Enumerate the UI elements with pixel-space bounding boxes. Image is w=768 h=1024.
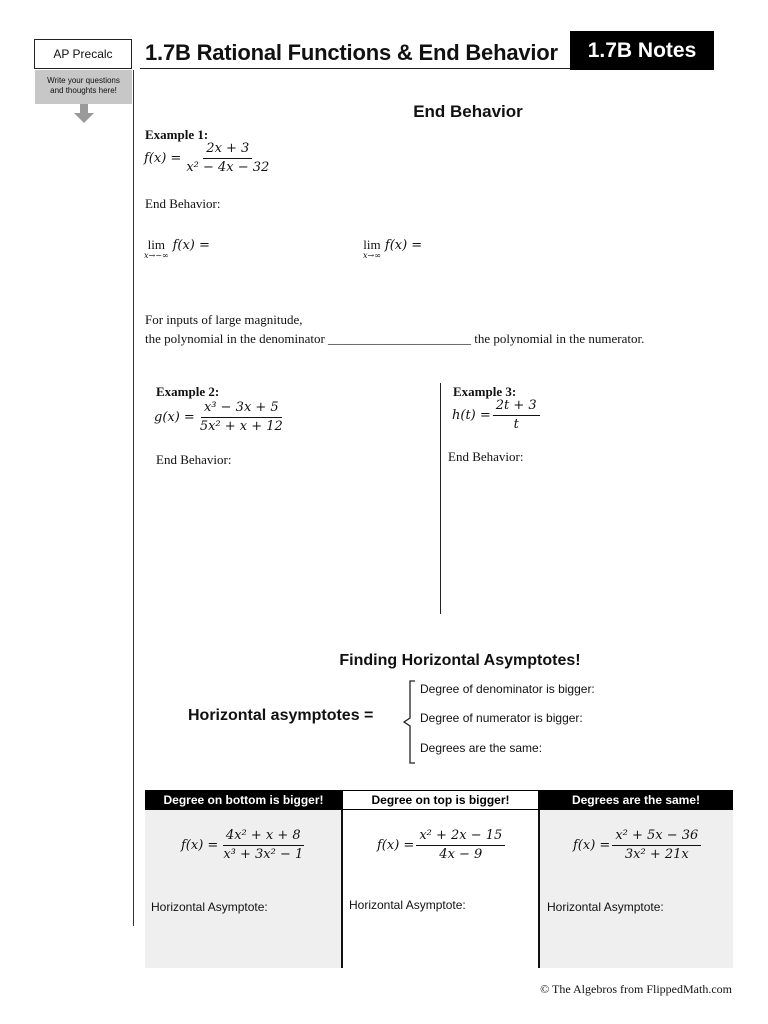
horizontal-asymptotes-heading: Finding Horizontal Asymptotes! bbox=[339, 652, 581, 669]
limit-left-word: lim bbox=[147, 237, 165, 252]
example3-numerator: 2t + 3 bbox=[493, 398, 540, 416]
brace-icon bbox=[400, 680, 416, 764]
example1-fn-name: f(x) = bbox=[144, 151, 182, 166]
table-ha-label-1: Horizontal Asymptote: bbox=[151, 900, 268, 914]
table-fn-2-name: f(x) = bbox=[377, 838, 415, 853]
table-ha-label-3: Horizontal Asymptote: bbox=[547, 900, 664, 914]
example3-fn-name: h(t) = bbox=[452, 408, 491, 423]
table-fn-1-numerator: 4x² + x + 8 bbox=[223, 828, 304, 846]
statement-line1: For inputs of large magnitude, bbox=[145, 312, 303, 327]
example2-fn-name: g(x) = bbox=[154, 410, 195, 425]
table-fn-2-denominator: 4x − 9 bbox=[439, 847, 483, 862]
table-ha-label-2: Horizontal Asymptote: bbox=[349, 898, 466, 912]
example2-denominator: 5x² + x + 12 bbox=[199, 419, 283, 434]
margin-divider bbox=[133, 70, 134, 926]
example2-function bbox=[154, 400, 288, 435]
end-behavior-heading: End Behavior bbox=[413, 102, 523, 121]
limit-left-expr: f(x) = bbox=[172, 238, 210, 253]
table-fn-1-name: f(x) = bbox=[181, 838, 219, 853]
table-fn-2-numerator: x² + 2x − 15 bbox=[416, 828, 505, 846]
example1-denominator: x² − 4x − 32 bbox=[186, 160, 270, 175]
table-header-same: Degrees are the same! bbox=[539, 790, 733, 810]
example2-end-behavior-label: End Behavior: bbox=[156, 452, 232, 467]
title-underline bbox=[140, 68, 572, 69]
limit-right bbox=[363, 238, 422, 260]
case-numerator-bigger: Degree of numerator is bigger: bbox=[420, 711, 583, 725]
table-fn-3-denominator: 3x² + 21x bbox=[624, 847, 689, 862]
example2-label: Example 2: bbox=[156, 384, 220, 399]
footer-credit: © The Algebros from FlippedMath.com bbox=[540, 982, 732, 996]
column-divider bbox=[440, 383, 441, 614]
table-fn-1 bbox=[181, 828, 308, 863]
margin-note-line1: Write your questions bbox=[47, 76, 120, 85]
table-fn-3-numerator: x² + 5x − 36 bbox=[612, 828, 701, 846]
table-cell-bottom-bigger bbox=[145, 810, 342, 968]
limit-right-sub: x→∞ bbox=[363, 251, 381, 260]
table-fn-3 bbox=[573, 828, 703, 863]
margin-note bbox=[35, 70, 132, 104]
table-cell-top-bigger bbox=[343, 810, 539, 968]
course-label: AP Precalc bbox=[34, 39, 132, 69]
limit-right-expr: f(x) = bbox=[384, 238, 423, 253]
example3-function bbox=[452, 398, 542, 433]
notes-badge: 1.7B Notes bbox=[570, 31, 714, 70]
table-header-bottom-bigger: Degree on bottom is bigger! bbox=[145, 790, 342, 810]
table-fn-1-denominator: x³ + 3x² − 1 bbox=[223, 847, 304, 862]
limit-right-word: lim bbox=[363, 237, 381, 252]
table-fn-2 bbox=[377, 828, 507, 863]
case-denominator-bigger: Degree of denominator is bigger: bbox=[420, 682, 595, 696]
example1-end-behavior-label: End Behavior: bbox=[145, 196, 221, 211]
example3-label: Example 3: bbox=[453, 384, 517, 399]
table-header-top-bigger: Degree on top is bigger! bbox=[342, 790, 539, 810]
margin-note-line2: and thoughts here! bbox=[50, 86, 117, 95]
example1-label: Example 1: bbox=[145, 127, 209, 142]
example3-end-behavior-label: End Behavior: bbox=[448, 449, 524, 464]
table-fn-3-name: f(x) = bbox=[573, 838, 611, 853]
example3-denominator: t bbox=[513, 417, 519, 432]
limit-left bbox=[144, 238, 210, 260]
limit-left-sub: x→−∞ bbox=[144, 251, 169, 260]
example1-function bbox=[144, 141, 274, 176]
case-degrees-same: Degrees are the same: bbox=[420, 741, 543, 755]
statement-line2: the polynomial in the denominator ______________________ the polynomial in the numerator. bbox=[145, 331, 645, 346]
asymptote-table bbox=[145, 790, 733, 968]
down-arrow-icon bbox=[74, 104, 94, 124]
example1-numerator: 2x + 3 bbox=[203, 141, 252, 159]
horizontal-asymptotes-label: Horizontal asymptotes = bbox=[188, 707, 374, 724]
table-cell-same bbox=[540, 810, 733, 968]
example2-numerator: x³ − 3x + 5 bbox=[201, 400, 282, 418]
page-title: 1.7B Rational Functions & End Behavior bbox=[145, 40, 558, 65]
